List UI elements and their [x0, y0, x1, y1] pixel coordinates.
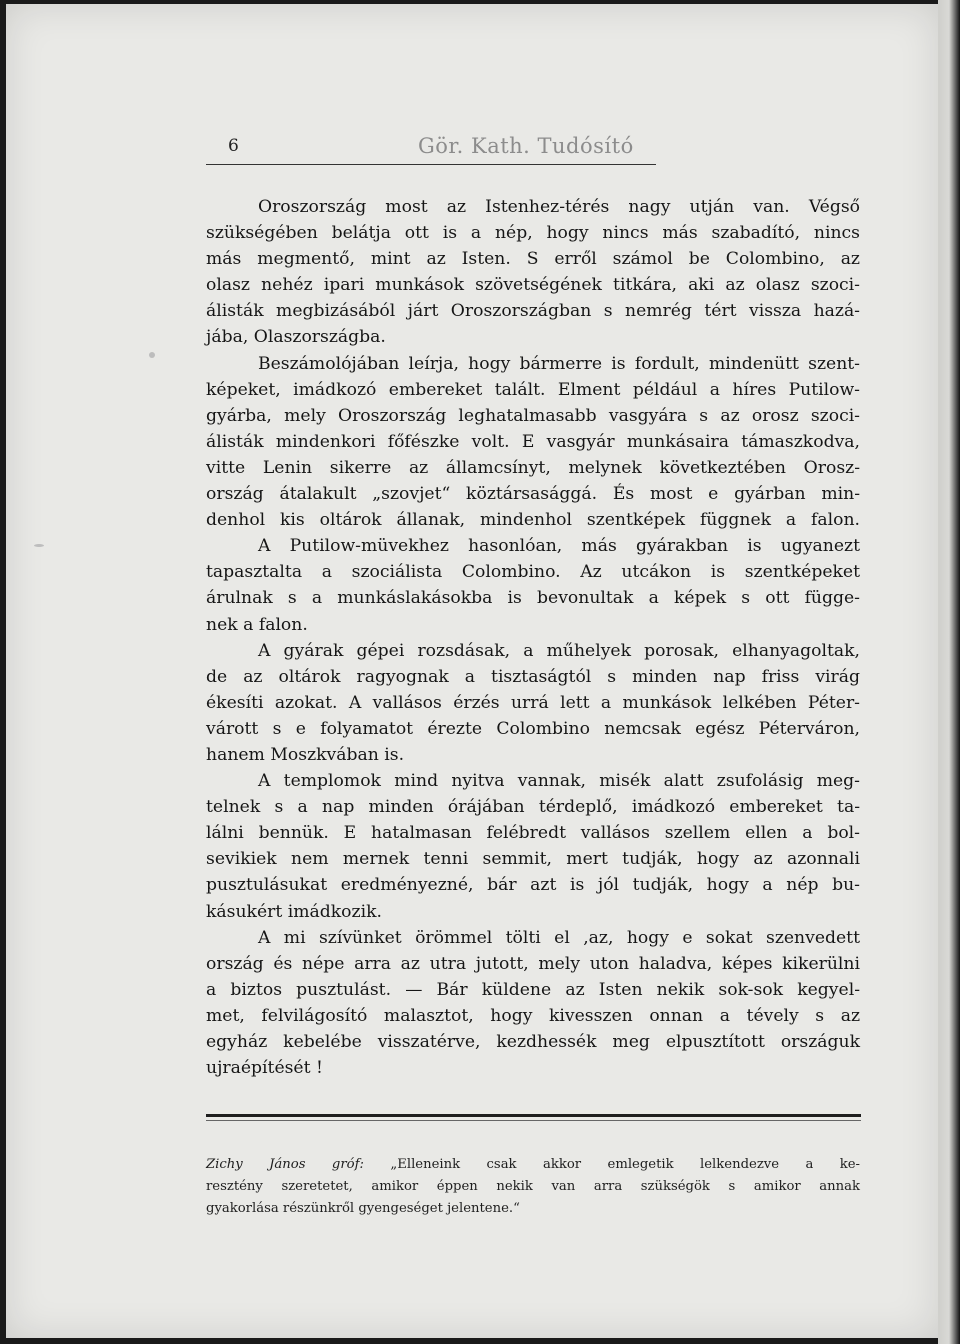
body-line: telnek s a nap minden órájában térdeplő, imádkozó embereket ta- [206, 797, 860, 818]
body-line: A templomok mind nyitva vannak, misék alatt zsufolásig meg- [258, 771, 860, 792]
paper-speck [149, 352, 155, 358]
body-line: szükségében belátja ott is a nép, hogy nincs más szabadító, nincs [206, 223, 860, 244]
body-line: A mi szívünket örömmel tölti el ,az, hogy e sokat szenvedett [258, 927, 860, 948]
body-line: lálni bennük. E hatalmasan felébredt vallásos szellem ellen a bol- [206, 823, 860, 844]
section-divider [206, 1114, 861, 1117]
body-line: olasz nehéz ipari munkások szövetségének titkára, aki az olasz szoci- [206, 275, 860, 296]
body-line: denhol kis oltárok állanak, mindenhol szentképek függnek a falon. [206, 510, 860, 531]
quote-block [206, 1154, 860, 1220]
body-line: ujraépítését ! [206, 1058, 323, 1079]
quote-author: Zichy János gróf: [206, 1157, 364, 1172]
body-line: vitte Lenin sikerre az államcsínyt, melynek következtében Orosz- [206, 457, 860, 478]
body-line: met, felvilágosító malasztot, hogy kivesszen onnan a tévely s az [206, 1005, 860, 1026]
body-line: álisták mindenkori főfészke volt. E vasgyár munkásaira támaszkodva, [206, 431, 860, 452]
page-number: 6 [228, 136, 239, 156]
quote-line-2: resztény szeretetet, amikor éppen nekik van arra szükségök s amikor annak [206, 1179, 860, 1194]
body-line: ország átalakult „szovjet“ köztársasággá. És most e gyárban min- [206, 484, 860, 505]
section-divider-thin [206, 1120, 861, 1121]
body-line: pusztulásukat eredményezné, bár azt is jól tudják, hogy a nép bu- [206, 875, 860, 896]
body-line: A gyárak gépei rozsdásak, a műhelyek porosak, elhanyagoltak, [258, 640, 860, 661]
body-line: hanem Moszkvában is. [206, 744, 405, 765]
header-rule [206, 164, 656, 165]
body-line: más megmentő, mint az Isten. S erről számol be Colombino, az [206, 249, 860, 270]
body-line: de az oltárok ragyognak a tisztaságtól s minden nap friss virág [206, 666, 860, 687]
body-line: A Putilow-müvekhez hasonlóan, más gyárakban is ugyanezt [258, 536, 860, 557]
quote-line-3: gyakorlása részünkről gyengeséget jelentene.“ [206, 1201, 520, 1216]
body-line: várott s e folyamatot érezte Colombino nemcsak egész Péterváron, [206, 718, 860, 739]
page-edge [938, 0, 960, 1344]
body-line: gyárba, mely Oroszország leghatalmasabb vasgyára s az orosz szoci- [206, 405, 860, 426]
scanned-page [6, 4, 938, 1338]
quote-line-1 [206, 1154, 860, 1176]
body-line: álisták megbizásából járt Oroszországban s nemrég tért vissza hazá- [206, 301, 860, 322]
article-body [206, 194, 860, 1081]
body-line: egyház kebelébe visszatérve, kezdhessék meg elpusztított országuk [206, 1032, 860, 1052]
page-header [228, 136, 658, 166]
running-title: Gör. Kath. Tudósító [418, 134, 634, 158]
body-line: tapasztalta a szociálista Colombino. Az utcákon is szentképeket [206, 562, 860, 583]
body-line: a biztos pusztulást. — Bár küldene az Isten nekik sok-sok kegyel- [206, 979, 860, 1000]
paper-speck [34, 544, 44, 547]
body-line: kásukért imádkozik. [206, 901, 382, 922]
body-line: jába, Olaszországba. [206, 327, 386, 348]
body-line: sevikiek nem mernek tenni semmit, mert tudják, hogy az azonnali [206, 849, 860, 870]
body-line: Oroszország most az Istenhez-térés nagy utján van. Végső [258, 197, 860, 217]
body-line: képeket, imádkozó embereket talált. Elment például a híres Putilow- [206, 379, 860, 400]
body-line: árulnak s a munkáslakásokba is bevonultak a képek s ott függe- [206, 588, 860, 609]
body-line: ékesíti azokat. A vallásos érzés urrá lett a munkások lelkében Péter- [206, 692, 860, 713]
quote-text-1: „Elleneink csak akkor emlegetik lelkendezve a ke- [390, 1157, 861, 1172]
body-line: ország és népe arra az utra jutott, mely uton haladva, képes kikerülni [206, 953, 860, 974]
body-line: nek a falon. [206, 614, 308, 635]
body-line: Beszámolójában leírja, hogy bármerre is fordult, mindenütt szent- [258, 353, 860, 374]
